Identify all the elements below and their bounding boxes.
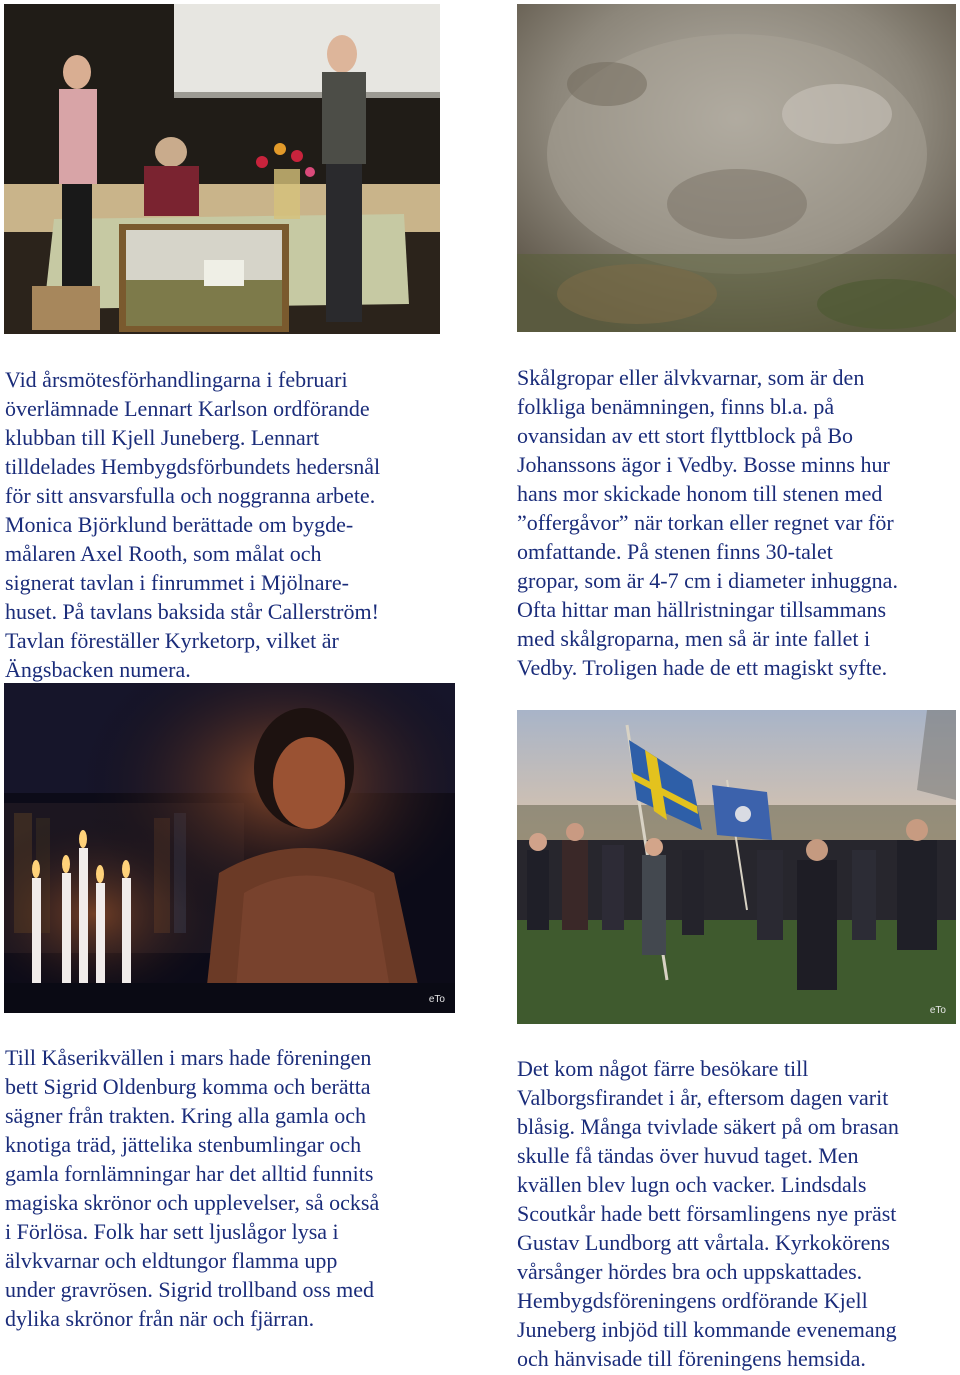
photo-valborg-celebration: [517, 710, 956, 1024]
photo-cup-mark-stone: [517, 4, 956, 332]
article-story-evening: Till Kåserikvällen i mars hade föreningen bett Sigrid Oldenburg komma och berätta sägner från trakten. Kring alla gamla och knotiga träd, jättelika stenbumlingar och gamla fornlämningar har det alltid funnits magiska skrönor och upplevelser, så också i Förlösa. Folk har sett ljuslågor lysa i älvkvarnar och eldtungor flamma upp under gravrösen. Sigrid trollband oss med dylika skrönor från när och fjärran.: [5, 1045, 380, 1331]
article-valborg: Det kom något färre besökare till Valborgsfirandet i år, eftersom dagen varit blåsig. Många tvivlade säkert på om brasan skulle få tändas över huvud taget. Men kvällen blev lugn och vacker. Lindsdals Scoutkår hade bett församlingens nye präst Gustav Lundborg att vårtala. Kyrkokörens vårsånger hördes bra och uppskattades. Hembygdsföreningens ordförande Kjell Juneberg inbjöd till kommande evenemang och hänvisade till föreningens hemsida.: [517, 1056, 899, 1371]
article-cup-marks: Skålgropar eller älvkvarnar, som är den folkliga benämningen, finns bl.a. på ovansidan av ett stort flyttblock på Bo Johanssons ägor i Vedby. Bosse minns hur hans mor skickade honom till stenen med ”offergåvor” när torkan eller regnet var för omfattande. På stenen finns 30-talet gropar, som är 4-7 cm i diameter inhuggna. Ofta hittar man hällristningar tillsammans med skålgroparna, men så är inte fallet i Vedby. Troligen hade de ett magiskt syfte.: [517, 365, 898, 680]
photo-annual-meeting: [4, 4, 440, 334]
article-annual-meeting: Vid årsmötesförhandlingarna i februari överlämnade Lennart Karlson ordförande klubban till Kjell Juneberg. Lennart tilldelades Hembygdsförbundets hedersnål för sitt ansvarsfulla och noggranna arbete. Monica Björklund berättade om bygde- målaren Axel Rooth, som målat och signerat tavlan i finrummet i Mjölnare- huset. På tavlans baksida står Callerström! Tavlan föreställer Kyrketorp, vilket är Ängsbacken numera.: [5, 367, 381, 682]
photo-storyteller-candles: [4, 683, 455, 1013]
photo-credit: eTo: [428, 994, 445, 1005]
photo-credit: eTo: [929, 1005, 946, 1016]
